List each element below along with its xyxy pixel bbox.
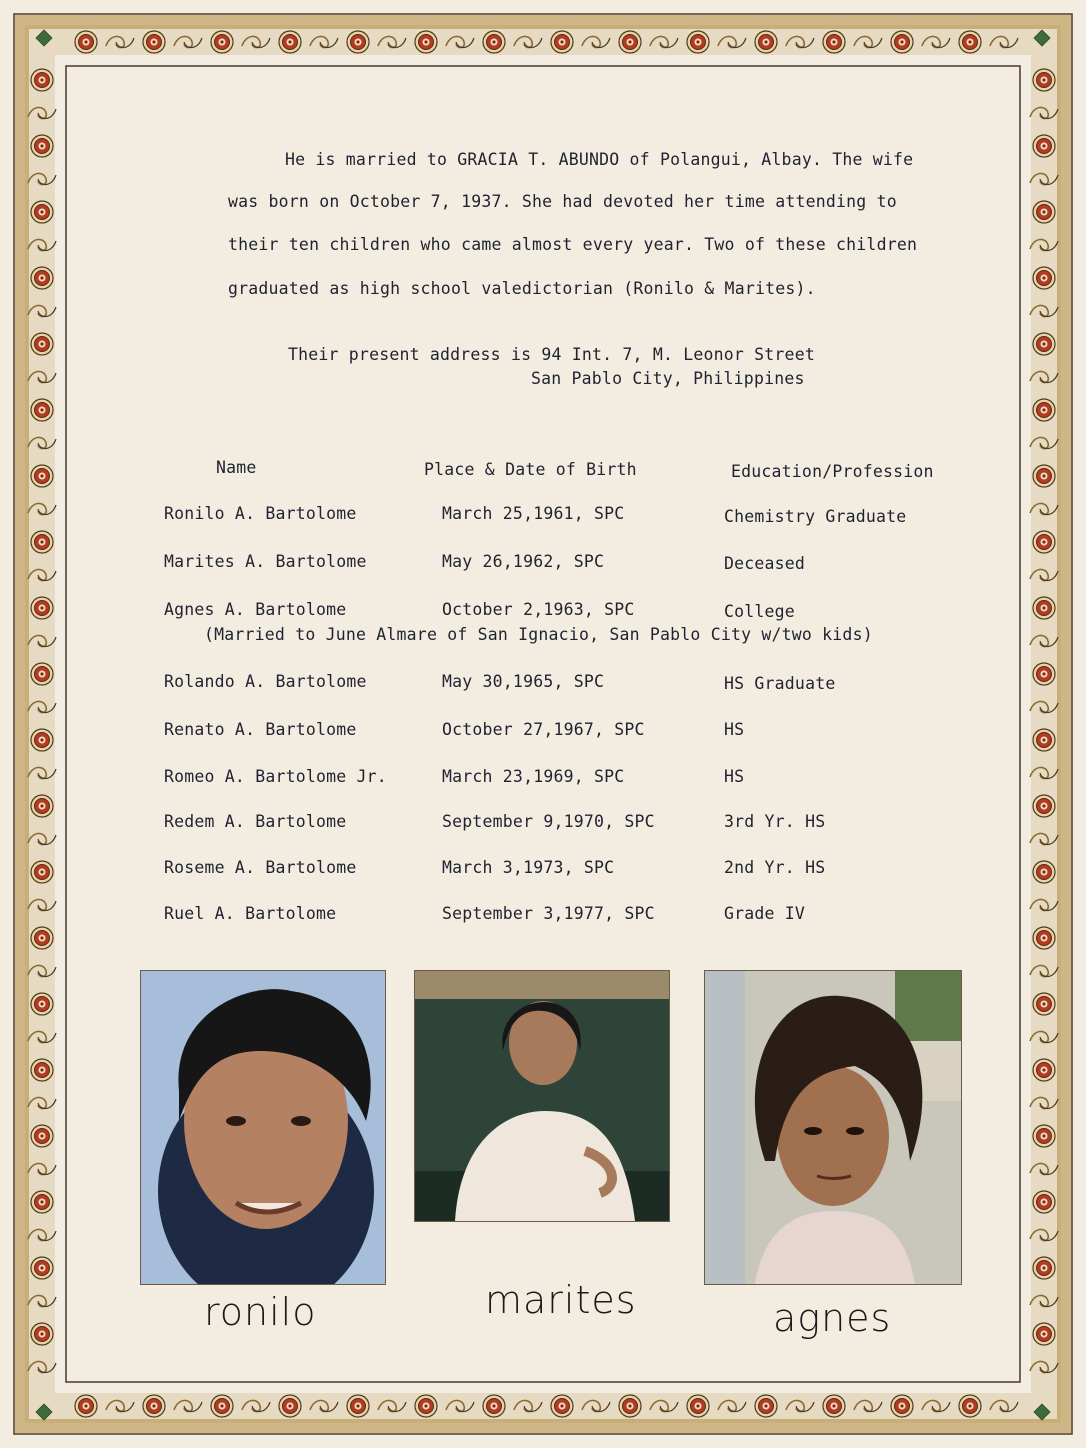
paragraph-line-4: graduated as high school valedictorian (Ronilo & Marites). bbox=[228, 279, 816, 298]
border-rosette bbox=[31, 267, 53, 289]
border-rosette bbox=[31, 465, 53, 487]
border-rosette bbox=[31, 1125, 53, 1147]
border-rosette bbox=[755, 31, 777, 53]
border-rosette bbox=[31, 663, 53, 685]
row-education: College bbox=[724, 602, 795, 621]
border-rosette bbox=[143, 31, 165, 53]
border-rosette bbox=[1033, 927, 1055, 949]
border-rosette bbox=[1033, 795, 1055, 817]
row-name: Roseme A. Bartolome bbox=[164, 858, 357, 877]
border-rosette bbox=[1033, 333, 1055, 355]
border-rosette bbox=[1033, 1323, 1055, 1345]
row-education: Chemistry Graduate bbox=[724, 507, 907, 526]
border-rosette bbox=[483, 1395, 505, 1417]
border-rosette bbox=[755, 1395, 777, 1417]
row-birth: September 9,1970, SPC bbox=[442, 812, 655, 831]
border-rosette bbox=[31, 1257, 53, 1279]
border-rosette bbox=[347, 31, 369, 53]
border-rosette bbox=[347, 1395, 369, 1417]
border-rosette bbox=[211, 31, 233, 53]
row-education: 3rd Yr. HS bbox=[724, 812, 826, 831]
border-rosette bbox=[891, 1395, 913, 1417]
border-rosette bbox=[823, 1395, 845, 1417]
row-birth: October 2,1963, SPC bbox=[442, 600, 635, 619]
border-rosette bbox=[279, 1395, 301, 1417]
border-rosette bbox=[1033, 663, 1055, 685]
border-rosette bbox=[31, 1191, 53, 1213]
address-line-1: Their present address is 94 Int. 7, M. Leonor Street bbox=[288, 345, 815, 364]
border-rosette bbox=[619, 31, 641, 53]
portrait-marites bbox=[415, 971, 669, 1221]
border-rosette bbox=[143, 1395, 165, 1417]
caption-agnes: agnes bbox=[773, 1296, 892, 1340]
border-rosette bbox=[1033, 399, 1055, 421]
row-education: Grade IV bbox=[724, 904, 806, 923]
row-name: Renato A. Bartolome bbox=[164, 720, 357, 739]
row-education: HS bbox=[724, 767, 745, 786]
border-rosette bbox=[1033, 861, 1055, 883]
border-rosette bbox=[415, 31, 437, 53]
caption-ronilo: ronilo bbox=[204, 1290, 317, 1334]
address-line-2: San Pablo City, Philippines bbox=[531, 369, 805, 388]
border-rosette bbox=[31, 1323, 53, 1345]
row-education: Deceased bbox=[724, 554, 806, 573]
row-education: HS bbox=[724, 720, 745, 739]
border-rosette bbox=[1033, 1191, 1055, 1213]
border-rosette bbox=[551, 31, 573, 53]
paragraph-line-2: was born on October 7, 1937. She had devoted her time attending to bbox=[228, 192, 897, 211]
caption-marites: marites bbox=[485, 1278, 637, 1322]
border-rosette bbox=[483, 31, 505, 53]
border-rosette bbox=[823, 31, 845, 53]
header-education: Education/Profession bbox=[731, 462, 934, 481]
row-note: (Married to June Almare of San Ignacio, San Pablo City w/two kids) bbox=[204, 625, 873, 644]
border-rosette bbox=[1033, 993, 1055, 1015]
border-rosette bbox=[31, 861, 53, 883]
border-rosette bbox=[619, 1395, 641, 1417]
photo-agnes bbox=[704, 970, 962, 1285]
border-rosette bbox=[1033, 1125, 1055, 1147]
row-name: Agnes A. Bartolome bbox=[164, 600, 347, 619]
row-name: Marites A. Bartolome bbox=[164, 552, 367, 571]
border-rosette bbox=[31, 333, 53, 355]
header-birth: Place & Date of Birth bbox=[424, 460, 637, 479]
border-rosette bbox=[31, 1059, 53, 1081]
border-rosette bbox=[1033, 69, 1055, 91]
portrait-agnes bbox=[705, 971, 961, 1284]
border-rosette bbox=[1033, 201, 1055, 223]
row-name: Ronilo A. Bartolome bbox=[164, 504, 357, 523]
row-birth: March 3,1973, SPC bbox=[442, 858, 615, 877]
border-rosette bbox=[1033, 267, 1055, 289]
row-name: Ruel A. Bartolome bbox=[164, 904, 337, 923]
photo-ronilo bbox=[140, 970, 386, 1285]
row-birth: March 23,1969, SPC bbox=[442, 767, 625, 786]
photo-marites bbox=[414, 970, 670, 1222]
border-rosette bbox=[31, 993, 53, 1015]
border-rosette bbox=[959, 1395, 981, 1417]
row-birth: October 27,1967, SPC bbox=[442, 720, 645, 739]
paragraph-line-1: He is married to GRACIA T. ABUNDO of Polangui, Albay. The wife bbox=[285, 150, 914, 169]
header-name: Name bbox=[216, 458, 257, 477]
row-birth: March 25,1961, SPC bbox=[442, 504, 625, 523]
row-name: Redem A. Bartolome bbox=[164, 812, 347, 831]
border-rosette bbox=[75, 31, 97, 53]
border-rosette bbox=[31, 69, 53, 91]
portrait-ronilo bbox=[141, 971, 385, 1284]
border-rosette bbox=[1033, 729, 1055, 751]
border-rosette bbox=[1033, 597, 1055, 619]
paragraph-line-3: their ten children who came almost every year. Two of these children bbox=[228, 235, 918, 254]
border-rosette bbox=[1033, 531, 1055, 553]
border-rosette bbox=[551, 1395, 573, 1417]
row-birth: May 30,1965, SPC bbox=[442, 672, 605, 691]
row-education: 2nd Yr. HS bbox=[724, 858, 826, 877]
border-rosette bbox=[1033, 1257, 1055, 1279]
border-rosette bbox=[31, 531, 53, 553]
border-rosette bbox=[1033, 1059, 1055, 1081]
border-rosette bbox=[687, 1395, 709, 1417]
border-rosette bbox=[891, 31, 913, 53]
border-rosette bbox=[279, 31, 301, 53]
border-rosette bbox=[31, 135, 53, 157]
border-rosette bbox=[959, 31, 981, 53]
row-name: Romeo A. Bartolome Jr. bbox=[164, 767, 387, 786]
border-rosette bbox=[31, 729, 53, 751]
border-rosette bbox=[75, 1395, 97, 1417]
border-rosette bbox=[31, 597, 53, 619]
border-rosette bbox=[31, 201, 53, 223]
border-rosette bbox=[211, 1395, 233, 1417]
border-rosette bbox=[31, 927, 53, 949]
row-education: HS Graduate bbox=[724, 674, 836, 693]
border-rosette bbox=[1033, 465, 1055, 487]
row-name: Rolando A. Bartolome bbox=[164, 672, 367, 691]
border-rosette bbox=[31, 399, 53, 421]
border-rosette bbox=[31, 795, 53, 817]
row-birth: May 26,1962, SPC bbox=[442, 552, 605, 571]
border-rosette bbox=[1033, 135, 1055, 157]
border-rosette bbox=[415, 1395, 437, 1417]
border-rosette bbox=[687, 31, 709, 53]
row-birth: September 3,1977, SPC bbox=[442, 904, 655, 923]
